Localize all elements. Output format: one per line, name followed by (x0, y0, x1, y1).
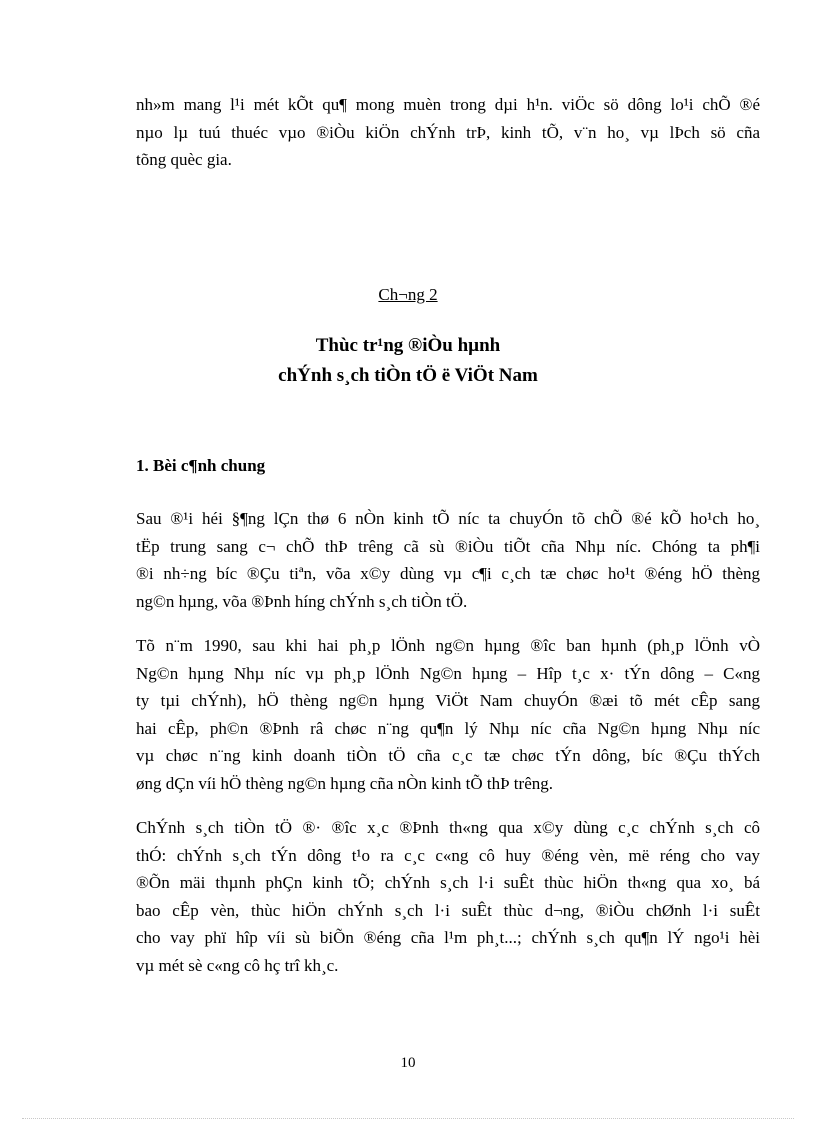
page-bottom-divider (22, 1118, 794, 1119)
text-line: tËp trung sang c¬ chÕ thÞ trêng cã sù ®iÒu tiÕt cña Nhµ níc. Chóng ta ph¶i (136, 536, 760, 556)
text-line: Sau ®¹i héi §¶ng lÇn thø 6 nÒn kinh tÕ níc ta chuyÓn tõ chÕ ®é kÕ ho¹ch ho¸ (136, 509, 760, 528)
page-number: 10 (400, 1055, 416, 1071)
text-line: ®Õn mäi thµnh phÇn kinh tÕ; chÝnh s¸ch l·i suÊt thùc hiÖn th«ng qua xo¸ bá (136, 873, 760, 892)
text-line: ®i nh÷ng bíc ®Çu tiªn, võa x©y dùng vµ c¶i c¸ch tæ chøc ho¹t ®éng hÖ thèng (136, 564, 760, 583)
text-line: vµ mét sè c«ng cô hç trî kh¸c. (136, 955, 339, 975)
chapter-title-line: Thùc tr¹ng ®iÒu hµnh (315, 335, 501, 356)
intro-paragraph (136, 91, 760, 174)
text-line: øng dÇn víi hÖ thèng ng©n hµng cña nÒn kinh tÕ thÞ trêng. (136, 773, 553, 793)
text-line: thÓ: chÝnh s¸ch tÝn dông t¹o ra c¸c c«ng cô huy ®éng vèn, më réng cho vay (136, 845, 760, 865)
body-paragraph (136, 632, 760, 797)
body-paragraph (136, 505, 760, 615)
text-line: bao cÊp vèn, thùc hiÖn chÝnh s¸ch l·i suÊt thùc d¬ng, ®iÒu chØnh l·i suÊt (136, 900, 760, 920)
text-line: Ng©n hµng Nhµ níc vµ ph¸p lÖnh Ng©n hµng – Hîp t¸c x· tÝn dông – C«ng (136, 663, 760, 683)
text-line: tõng quèc gia. (136, 150, 232, 169)
text-line: cho vay phï hîp víi sù biÕn ®éng cña l¹m ph¸t...; chÝnh s¸ch qu¶n lÝ ngo¹i hèi (136, 928, 760, 947)
text-line: vµ chøc n¨ng kinh doanh tiÒn tÖ cña c¸c tæ chøc tÝn dông, bíc ®Çu thÝch (136, 746, 760, 765)
section-heading: 1. Bèi c¶nh chung (136, 456, 266, 475)
text-line: Tõ n¨m 1990, sau khi hai ph¸p lÖnh ng©n hµng ®îc ban hµnh (ph¸p lÖnh vÒ (136, 636, 760, 655)
body-paragraph (136, 814, 760, 979)
text-line: nµo lµ tuú thuéc vµo ®iÒu kiÖn chÝnh trÞ, kinh tÕ, v¨n ho¸ vµ lÞch sö cña (136, 122, 760, 142)
text-line: ty tµi chÝnh), hÖ thèng ng©n hµng ViÖt Nam chuyÓn ®æi tõ mét cÊp sang (136, 691, 760, 710)
chapter-heading: Ch¬ng 2 (378, 285, 438, 304)
text-line: hai cÊp, ph©n ®Þnh râ chøc n¨ng qu¶n lý Nhµ níc cña Ng©n hµng Nhµ níc (136, 718, 760, 738)
chapter-title-line: chÝnh s¸ch tiÒn tÖ ë ViÖt Nam (278, 365, 538, 386)
text-line: ng©n hµng, võa ®Þnh híng chÝnh s¸ch tiÒn tÖ. (136, 591, 468, 611)
text-line: nh»m mang l¹i mét kÕt qu¶ mong muèn trong dµi h¹n. viÖc sö dông lo¹i chÕ ®é (136, 95, 760, 114)
chapter-title (0, 331, 816, 391)
text-line: ChÝnh s¸ch tiÒn tÖ ®· ®îc x¸c ®Þnh th«ng qua x©y dùng c¸c chÝnh s¸ch cô (136, 818, 760, 837)
